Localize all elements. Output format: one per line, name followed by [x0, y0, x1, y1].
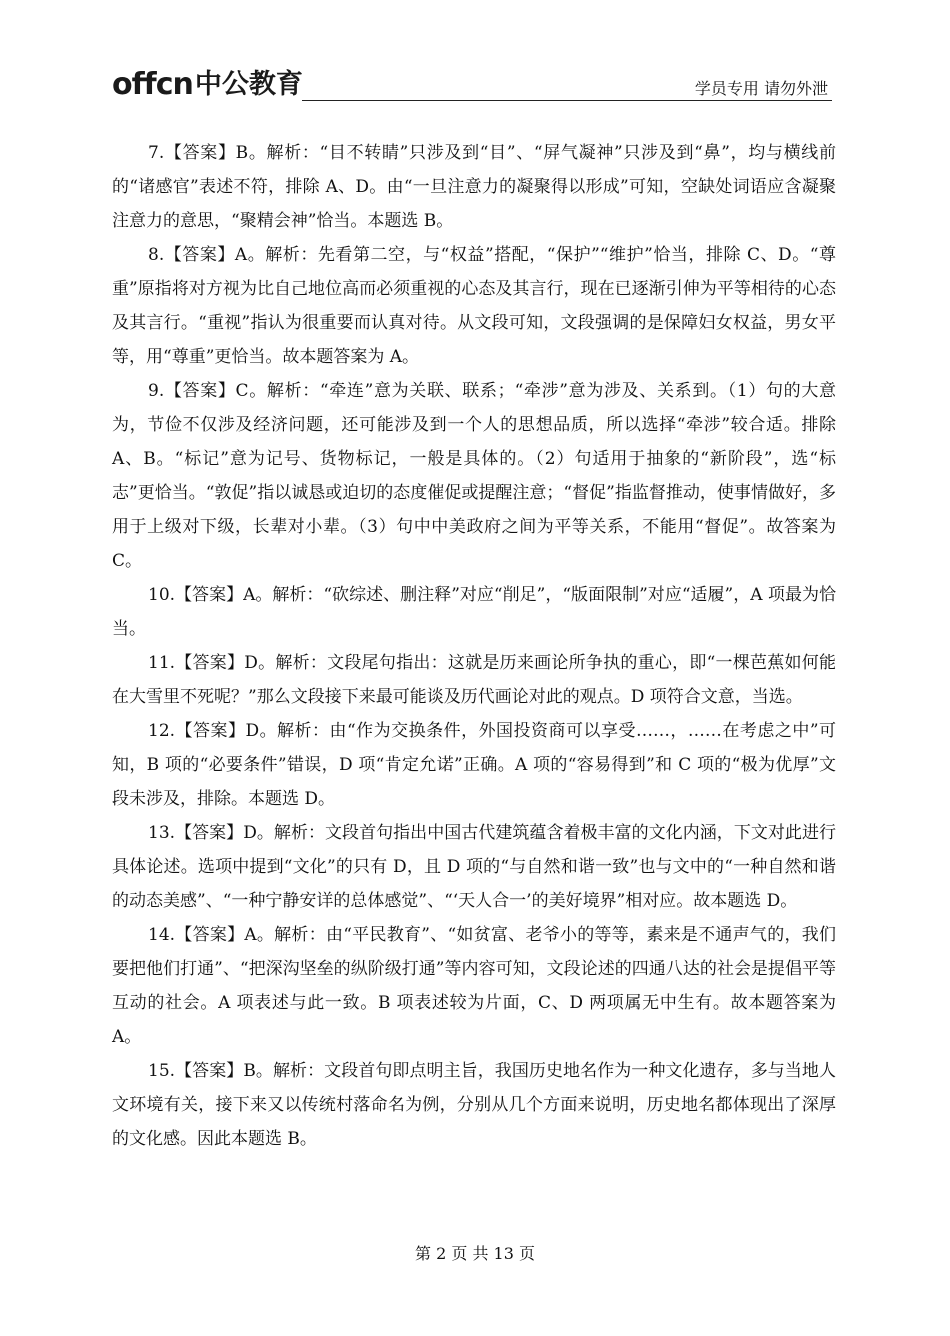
answer-item-14: 14.【答案】A。解析：由“平民教育”、“如贫富、老爷小的等等，素来是不通声气的，我们要把他们打通”、“把深沟坚垒的纵阶级打通”等内容可知，文段论述的四通八达的社会是提倡平等互动的社会。A 项表述与此一致。B 项表述较为片面，C、D 两项属无中生有。故本题答案为 A。	[112, 925, 836, 1047]
offcn-logo	[112, 62, 303, 102]
answer-item-8: 8.【答案】A。解析：先看第二空，与“权益”搭配，“保护”“维护”恰当，排除 C、D。“尊重”原指将对方视为比自己地位高而必须重视的心态及其言行，现在已逐渐引伸为平等相待的心态及其言行。“重视”指认为很重要而认真对待。从文段可知，文段强调的是保障妇女权益，男女平等，用“尊重”更恰当。故本题答案为 A。	[112, 245, 836, 367]
answer-item-11: 11.【答案】D。解析：文段尾句指出：这就是历来画论所争执的重心，即“一棵芭蕉如何能在大雪里不死呢？”那么文段接下来最可能谈及历代画论对此的观点。D 项符合文意，当选。	[112, 653, 836, 707]
header-notice: 学员专用 请勿外泄	[694, 79, 828, 98]
page-number: 第 2 页 共 13 页	[415, 1244, 535, 1263]
answer-item-10: 10.【答案】A。解析：“砍综述、删注释”对应“削足”，“版面限制”对应“适履”，A 项最为恰当。	[112, 585, 836, 639]
answer-item-12: 12.【答案】D。解析：由“作为交换条件，外国投资商可以享受……，……在考虑之中”可知，B 项的“必要条件”错误，D 项“肯定允诺”正确。A 项的“容易得到”和 C 项的“极为优厚”文段未涉及，排除。本题选 D。	[112, 721, 836, 809]
header-divider	[302, 100, 832, 101]
answer-item-15: 15.【答案】B。解析：文段首句即点明主旨，我国历史地名作为一种文化遗存，多与当地人文环境有关，接下来又以传统村落命名为例，分别从几个方面来说明，历史地名都体现出了深厚的文化感。因此本题选 B。	[112, 1061, 836, 1149]
page-header	[112, 62, 832, 104]
logo-latin-text: offcn	[112, 67, 193, 102]
answer-item-7: 7.【答案】B。解析：“目不转睛”只涉及到“目”、“屏气凝神”只涉及到“鼻”，均与横线前的“诸感官”表述不符，排除 A、D。由“一旦注意力的凝聚得以形成”可知，空缺处词语应含凝聚注意力的意思，“聚精会神”恰当。本题选 B。	[112, 143, 836, 231]
answer-item-9: 9.【答案】C。解析：“牵连”意为关联、联系；“牵涉”意为涉及、关系到。（1）句的大意为，节俭不仅涉及经济问题，还可能涉及到一个人的思想品质，所以选择“牵涉”较合适。排除 A、B。“标记”意为记号、货物标记，一般是具体的。（2）句适用于抽象的“新阶段”，选“标志”更恰当。“敦促”指以诚恳或迫切的态度催促或提醒注意；“督促”指监督推动，使事情做好，多用于上级对下级，长辈对小辈。（3）句中中美政府之间为平等关系，不能用“督促”。故答案为 C。	[112, 381, 836, 571]
answer-item-13: 13.【答案】D。解析：文段首句指出中国古代建筑蕴含着极丰富的文化内涵，下文对此进行具体论述。选项中提到“文化”的只有 D，且 D 项的“与自然和谐一致”也与文中的“一种自然和谐的动态美感”、“一种宁静安详的总体感觉”、“‘天人合一’的美好境界”相对应。故本题选 D。	[112, 823, 836, 911]
logo-chinese-text: 中公教育	[194, 69, 303, 100]
answer-explanations	[112, 136, 836, 1156]
